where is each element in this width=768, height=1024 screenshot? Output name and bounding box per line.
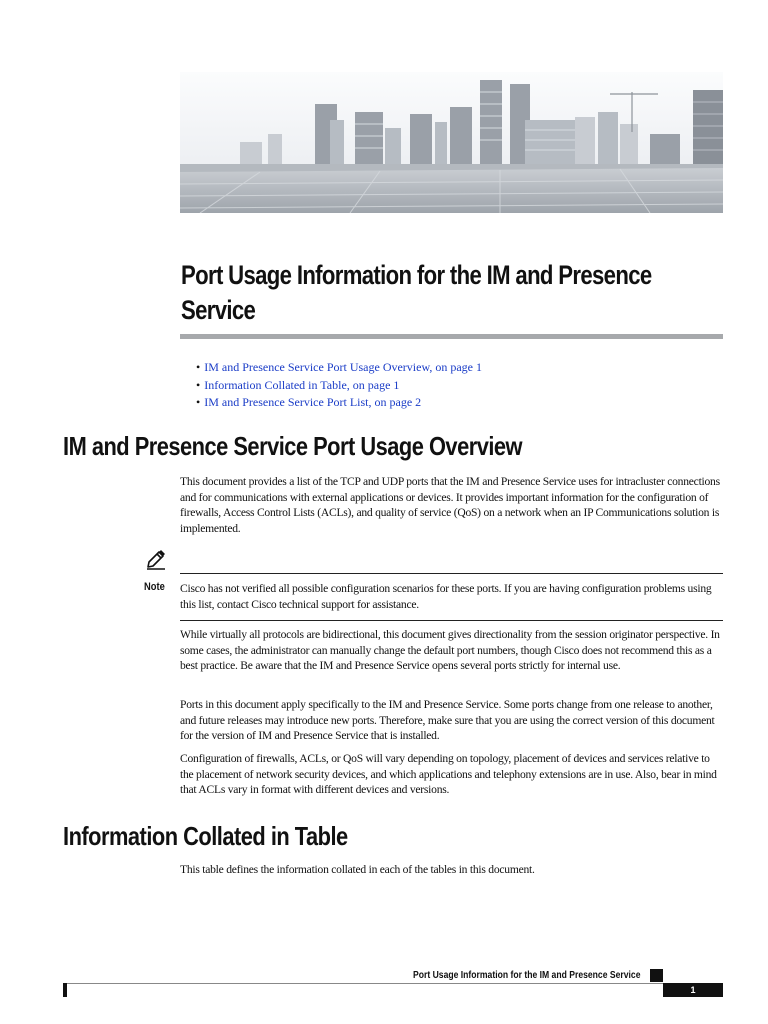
toc-link-port-list[interactable]: IM and Presence Service Port List, on page 2 bbox=[204, 395, 422, 409]
bullet-icon: • bbox=[196, 360, 201, 374]
ports-release-paragraph: Ports in this document apply specifically to the IM and Presence Service. Some ports change from one release to another, and future releases may introduce new ports. Therefore, make sure that you are using the correct version of this document for the version of IM and Presence Service that is installed. bbox=[180, 698, 715, 742]
toc-link-collated[interactable]: Information Collated in Table, on page 1 bbox=[204, 377, 400, 392]
footer-square-mark bbox=[650, 969, 663, 982]
toc-item bbox=[196, 394, 482, 412]
note-text: Cisco has not verified all possible configuration scenarios for these ports. If you are having configuration problems using this list, contact Cisco technical support for assistance. bbox=[180, 582, 712, 611]
toc-link-overview[interactable]: IM and Presence Service Port Usage Overview, on page 1 bbox=[204, 360, 483, 374]
toc-item bbox=[196, 359, 482, 377]
toc-item bbox=[196, 377, 482, 395]
bullet-icon: • bbox=[196, 395, 201, 409]
collated-intro-paragraph: This table defines the information collated in each of the tables in this document. bbox=[180, 863, 535, 876]
title-rule bbox=[180, 334, 723, 339]
overview-heading: IM and Presence Service Port Usage Overview bbox=[63, 431, 523, 461]
collated-heading: Information Collated in Table bbox=[63, 821, 348, 851]
footer-rule bbox=[64, 983, 723, 984]
header-cityscape-image bbox=[180, 72, 723, 213]
footer-left-mark bbox=[63, 983, 67, 997]
footer-page-number: 1 bbox=[663, 983, 723, 997]
note-label: Note bbox=[144, 581, 165, 593]
toc-list bbox=[196, 359, 482, 412]
note-top-rule bbox=[180, 573, 723, 574]
footer-document-title: Port Usage Information for the IM and Presence Service bbox=[413, 970, 641, 981]
configuration-paragraph: Configuration of firewalls, ACLs, or QoS will vary depending on topology, placement of devices and services relative to the placement of network security devices, and which applications and telephony extensions are in use. Also, bear in mind that ACLs vary in format with different devices and versions. bbox=[180, 752, 717, 796]
directionality-paragraph: While virtually all protocols are bidirectional, this document gives directionality from the session originator perspective. In some cases, the administrator can manually change the default port numbers, though Cisco does not recommend this as a best practice. Be aware that the IM and Presence Service opens several ports strictly for internal use. bbox=[180, 628, 720, 672]
overview-intro-paragraph: This document provides a list of the TCP and UDP ports that the IM and Presence Service uses for intracluster connections and for communications with external applications or devices. It provides important information for the configuration of firewalls, Access Control Lists (ACLs), and quality of service (QoS) on a network when an IP Communications solution is implemented. bbox=[180, 475, 720, 535]
pencil-note-icon bbox=[143, 545, 169, 571]
note-bottom-rule bbox=[180, 620, 723, 621]
document-title: Port Usage Information for the IM and Presence Service bbox=[181, 260, 652, 325]
bullet-icon: • bbox=[196, 377, 201, 392]
